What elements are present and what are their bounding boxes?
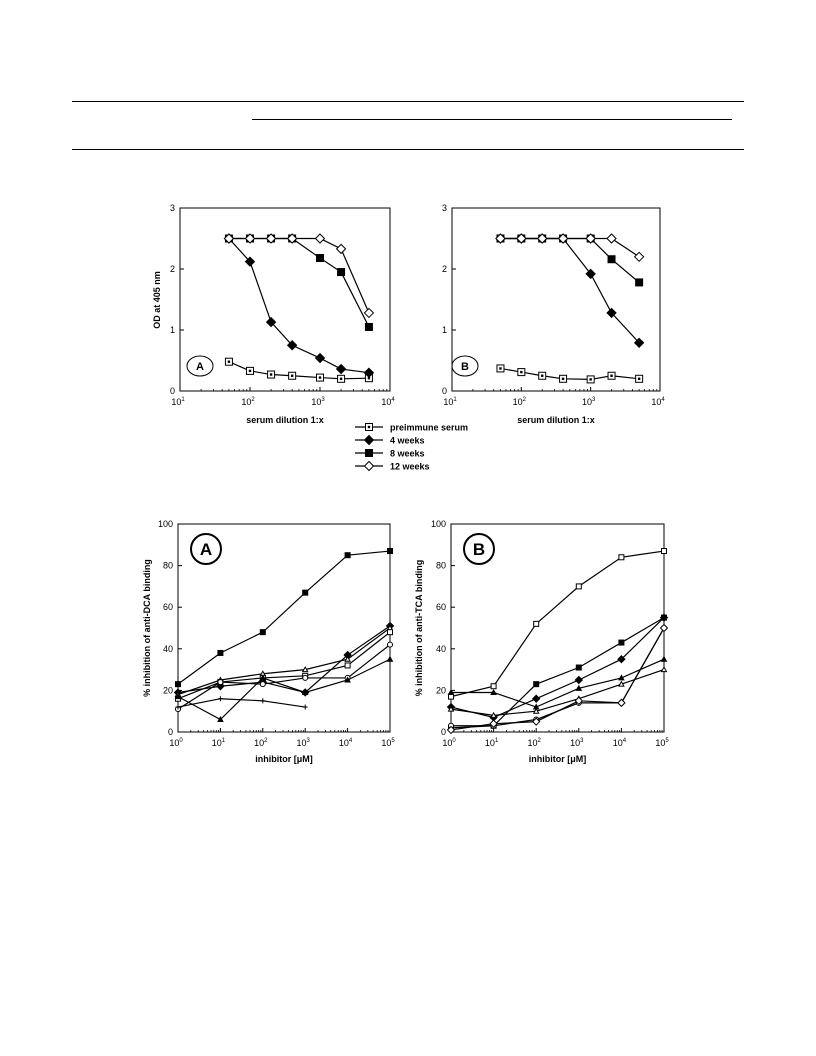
data-point [260,630,265,635]
y-tick-label: 100 [157,519,173,529]
y-tick-label: 1 [169,325,175,335]
y-tick-label: 60 [435,602,446,613]
data-point [345,663,350,668]
data-point [365,323,372,330]
data-point [268,371,275,378]
legend-label: 8 weeks [390,448,425,459]
data-point [289,372,296,379]
x-tick-exponent: 1 [453,397,457,403]
chart-fig2B [414,519,669,764]
y-tick-label: 2 [169,264,175,274]
series-s6 [176,657,393,722]
x-axis-label-xlabel_suffix: M] [575,754,587,764]
data-point-dot [228,361,230,363]
x-tick-exponent: 5 [391,738,395,744]
series-s3 [176,626,393,697]
x-tick-base: 10 [311,397,322,407]
x-tick-base: 10 [581,397,593,407]
data-point [497,365,504,372]
x-tick-exponent: 2 [251,397,255,403]
x-tick-label [570,738,584,748]
panel-label: B [472,540,486,560]
data-point [662,667,667,672]
data-point [635,252,644,261]
data-point [539,372,546,379]
y-tick-label: 1 [441,325,447,335]
panel-label: B [461,360,469,373]
legend-marker [366,424,373,431]
data-point [662,549,667,554]
series-s1 [176,549,393,687]
data-point [607,234,616,243]
data-point [661,625,668,632]
data-point [576,665,581,670]
x-axis-label [255,754,313,764]
x-axis-label [529,754,587,764]
data-point [260,682,265,687]
data-point [576,686,581,691]
data-point [491,690,496,695]
data-point-dot [589,378,591,380]
x-axis-label-xlabel_prefix: inhibitor [ [255,754,297,764]
x-axis-label-xlabel_mu: μ [296,754,303,764]
data-point-dot [270,373,272,375]
x-tick-base: 10 [296,738,307,748]
data-point-dot [291,375,293,377]
legend-label: preimmune serum [390,422,469,433]
legend-marker [365,436,374,445]
x-axis-label-xlabel_prefix: inhibitor [ [528,754,571,764]
data-point [619,555,624,560]
data-point [576,584,581,589]
x-tick-base: 10 [651,397,662,407]
series-line [451,551,664,697]
data-point [218,696,223,701]
x-tick-label [381,397,395,407]
x-tick-label [381,738,395,748]
x-tick-base: 10 [527,738,538,748]
data-point [345,553,350,558]
x-tick-base: 10 [612,738,623,748]
x-axis-label-xlabel_suffix: M] [302,754,313,764]
plot-frame [452,208,660,391]
x-tick-base: 10 [169,738,180,748]
series-s7 [448,625,668,734]
y-tick-label: 0 [440,727,446,737]
data-point [575,677,582,684]
series-preimmune-serum [497,365,643,383]
chart-fig2A [142,519,395,764]
data-point [388,630,393,635]
data-point-dot [541,375,543,377]
x-tick-exponent: 3 [580,738,584,744]
data-point [338,269,345,276]
x-tick-base: 10 [512,397,523,407]
data-point [608,256,615,263]
data-point [491,713,496,718]
y-tick-label: 80 [435,560,446,571]
x-tick-label [297,738,311,748]
x-tick-base: 10 [442,738,453,748]
data-point [388,657,393,662]
data-point [560,375,567,382]
x-tick-label [582,397,596,407]
series-line [500,239,639,343]
data-point [619,675,624,680]
y-axis-label: % inhibition of anti-DCA binding [142,559,152,697]
x-tick-exponent: 3 [306,738,310,744]
series-line [500,239,639,283]
y-tick-label: 0 [169,386,175,396]
x-tick-base: 10 [484,738,495,748]
y-tick-label: 3 [441,203,447,213]
x-tick-label [613,738,627,748]
x-tick-exponent: 2 [522,397,527,403]
y-tick-label: 3 [169,203,175,213]
data-point [364,308,373,317]
x-tick-label [442,738,456,748]
x-tick-base: 10 [381,397,392,407]
series-line [229,239,369,313]
data-point [618,699,625,706]
x-tick-label [513,397,527,407]
series-4-weeks [224,234,373,377]
legend-marker-dot [368,426,370,428]
x-tick-label [212,738,226,748]
data-point [388,549,393,554]
panel-label: A [199,540,213,560]
series-line [178,699,305,707]
x-tick-base: 10 [211,738,222,748]
data-point [337,244,346,253]
y-tick-label: 80 [162,560,173,571]
series-8-weeks [225,235,372,330]
x-tick-exponent: 1 [221,738,226,744]
x-tick-label [443,397,457,407]
legend-label: 12 weeks [390,461,430,472]
legend-label: 4 weeks [390,435,425,446]
series-s1 [449,549,667,700]
x-tick-exponent: 3 [321,397,325,403]
data-point-dot [319,376,321,378]
x-tick-base: 10 [655,738,666,748]
x-tick-exponent: 4 [661,397,665,403]
x-tick-exponent: 2 [537,738,541,744]
x-tick-base: 10 [254,738,265,748]
data-point [533,695,540,702]
x-tick-label [311,397,325,407]
x-tick-exponent: 3 [592,397,596,403]
data-point [303,590,308,595]
legend [355,423,468,472]
data-point [338,375,345,382]
data-point-dot [499,367,501,369]
data-point [225,358,232,365]
data-point [534,621,539,626]
data-point-dot [638,378,640,380]
data-point [534,682,539,687]
data-point [608,372,615,379]
x-tick-base: 10 [381,738,392,748]
data-point-dot [249,370,251,372]
y-tick-label: 0 [167,727,173,737]
y-tick-label: 20 [435,685,446,696]
data-point [636,375,643,382]
x-tick-exponent: 4 [391,397,395,403]
data-point [518,369,525,376]
x-tick-exponent: 1 [181,397,185,403]
data-point [388,642,393,647]
x-tick-label [485,738,499,748]
series-4-weeks [496,234,644,347]
x-tick-exponent: 0 [452,738,456,744]
x-tick-label [528,738,542,748]
data-point [218,650,223,655]
x-axis-label: serum dilution 1:x [517,415,595,425]
data-point [260,698,265,703]
x-tick-exponent: 5 [665,738,669,744]
data-point [317,374,324,381]
y-tick-label: 2 [441,264,447,274]
series-line [178,626,390,693]
series-8-weeks [497,235,643,286]
data-point [316,234,325,243]
data-point [619,682,624,687]
data-point [303,675,308,680]
x-tick-exponent: 4 [622,738,627,744]
y-tick-label: 60 [162,602,173,613]
chart-fig1A [152,203,395,425]
y-tick-label: 0 [441,386,447,396]
series-line [229,239,369,327]
x-tick-label [651,397,665,407]
x-tick-base: 10 [338,738,349,748]
legend-marker [366,450,373,457]
data-point [662,657,667,662]
x-tick-exponent: 2 [264,738,268,744]
data-point-dot [340,378,342,380]
x-tick-label [241,397,255,407]
x-tick-label [655,738,669,748]
series-12-weeks [224,234,373,317]
chart-fig1B [442,203,665,425]
y-tick-label: 40 [162,643,173,654]
data-point [218,680,223,685]
x-tick-base: 10 [570,738,581,748]
data-point [303,705,308,710]
data-point [619,640,624,645]
x-tick-exponent: 4 [348,738,353,744]
x-tick-label [254,738,268,748]
x-tick-label [339,738,353,748]
data-point-dot [562,378,564,380]
y-tick-label: 20 [162,685,173,696]
series-s6 [449,626,667,729]
x-tick-base: 10 [443,397,454,407]
data-point [636,279,643,286]
data-point [491,684,496,689]
data-point [337,365,346,374]
panel-label: A [196,360,204,373]
series-s4 [449,657,667,709]
data-point [176,682,181,687]
x-tick-exponent: 0 [179,738,183,744]
x-tick-base: 10 [171,397,182,407]
y-tick-label: 100 [430,519,446,529]
x-tick-base: 10 [241,397,252,407]
x-tick-exponent: 1 [494,738,499,744]
data-point-dot [610,375,612,377]
data-point [303,667,308,672]
series-line [178,551,390,684]
y-tick-label: 40 [435,643,446,654]
y-axis-label: OD at 405 nm [152,271,162,329]
data-point [587,376,594,383]
data-point-dot [520,371,522,373]
x-tick-label [169,738,183,748]
x-axis-label-xlabel_mu: μ [570,754,576,764]
y-axis-label: % inhibition of anti-TCA binding [414,559,424,697]
data-point [316,354,325,363]
series-line [451,618,664,718]
legend-marker [365,462,374,471]
data-point [317,255,324,262]
x-axis-label: serum dilution 1:x [246,415,324,425]
x-tick-label [171,397,185,407]
data-point [247,367,254,374]
